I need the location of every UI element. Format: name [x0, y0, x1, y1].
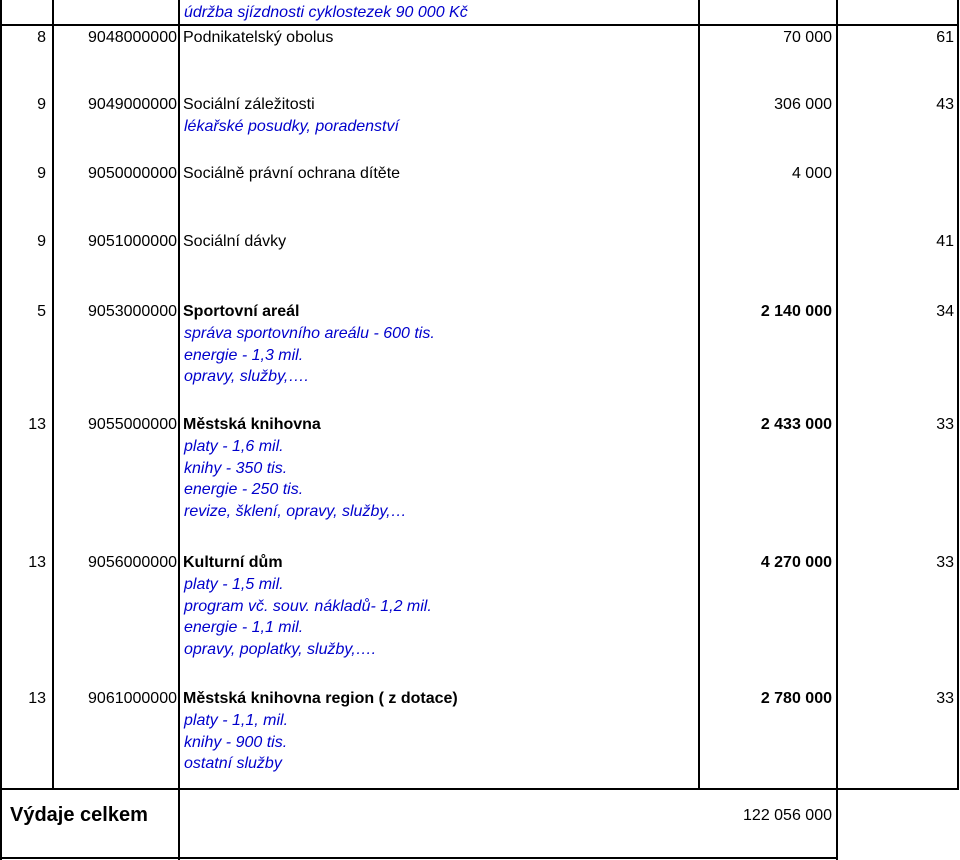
row-percent: 33: [936, 416, 954, 433]
row-note: energie - 1,3 mil.: [184, 346, 304, 364]
row-code: 9055000000: [88, 416, 177, 433]
row-amount: 2 780 000: [760, 690, 832, 707]
row-amount: 4 000: [791, 165, 832, 182]
row-percent: 33: [936, 554, 954, 571]
row-index: 9: [37, 165, 46, 182]
row-index: 13: [28, 416, 46, 433]
row-note: program vč. souv. nákladů- 1,2 mil.: [184, 597, 432, 615]
total-label: Výdaje celkem: [10, 804, 148, 826]
row-code: 9051000000: [88, 233, 177, 250]
grid-line: [0, 24, 959, 26]
grid-line: [178, 0, 180, 860]
row-amount: 306 000: [774, 96, 832, 113]
row-index: 9: [37, 96, 46, 113]
row-note: platy - 1,6 mil.: [184, 438, 284, 455]
row-index: 9: [37, 233, 46, 250]
row-percent: 43: [936, 96, 954, 113]
row-note: energie - 250 tis.: [184, 481, 304, 498]
row-note: revize, šklení, opravy, služby,…: [184, 502, 407, 520]
row-name: Sociálně právní ochrana dítěte: [183, 165, 401, 182]
grid-line: [698, 0, 700, 790]
row-note: platy - 1,5 mil.: [184, 576, 284, 593]
row-index: 13: [28, 554, 46, 571]
row-name: Podnikatelský obolus: [183, 29, 334, 46]
row-name: Sociální dávky: [183, 233, 287, 250]
row-amount: 4 270 000: [760, 554, 832, 571]
grid-line: [0, 788, 959, 790]
grid-line: [957, 0, 959, 790]
row-percent: 34: [936, 303, 954, 320]
row-amount: 70 000: [783, 29, 832, 46]
row-index: 5: [37, 303, 46, 320]
row-name: Městská knihovna: [183, 416, 321, 433]
row-note: opravy, poplatky, služby,….: [184, 640, 377, 658]
row-note: opravy, služby,….: [184, 368, 309, 385]
row-note: správa sportovního areálu - 600 tis.: [184, 325, 435, 342]
row-percent: 61: [936, 29, 954, 46]
row-code: 9050000000: [88, 165, 177, 182]
row-index: 13: [28, 690, 46, 707]
row-name: Sportovní areál: [183, 303, 300, 320]
row-note: lékařské posudky, poradenství: [184, 118, 399, 135]
row-name: Sociální záležitosti: [183, 96, 315, 113]
row-note: ostatní služby: [184, 755, 282, 772]
row-note: energie - 1,1 mil.: [184, 619, 304, 636]
row-note: knihy - 350 tis.: [184, 459, 288, 477]
row-note: platy - 1,1, mil.: [184, 712, 289, 729]
row-code: 9049000000: [88, 96, 177, 113]
grid-line: [0, 857, 838, 859]
row-amount: 2 140 000: [760, 303, 832, 320]
row-note: knihy - 900 tis.: [184, 733, 288, 751]
row-amount: 2 433 000: [760, 416, 832, 433]
row-percent: 33: [936, 690, 954, 707]
row-code: 9056000000: [88, 554, 177, 571]
row-code: 9048000000: [88, 29, 177, 46]
row-code: 9053000000: [88, 303, 177, 320]
row-name: Kulturní dům: [183, 554, 283, 571]
row-index: 8: [37, 29, 46, 46]
row-percent: 41: [936, 233, 954, 250]
row-code: 9061000000: [88, 690, 177, 707]
top-note: údržba sjízdnosti cyklostezek 90 000 Kč: [184, 4, 468, 21]
row-name: Městská knihovna region ( z dotace): [183, 690, 458, 707]
grid-line: [52, 0, 54, 790]
total-amount: 122 056 000: [743, 807, 832, 824]
